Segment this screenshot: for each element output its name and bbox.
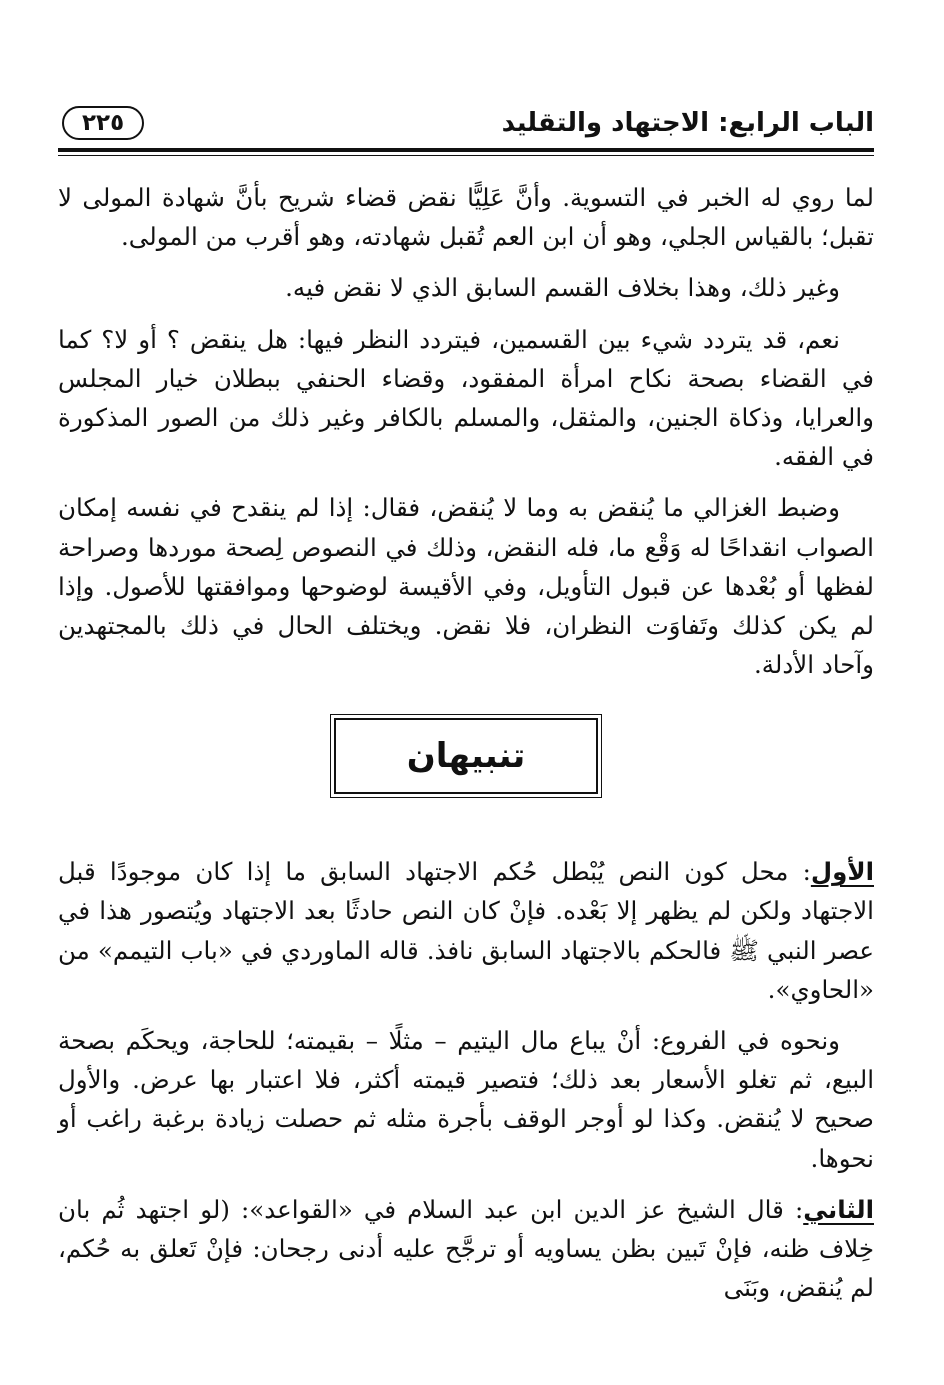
header-rule xyxy=(58,148,874,152)
header-rule-thin xyxy=(58,155,874,156)
note-text: : قال الشيخ عز الدين ابن عبد السلام في «القواعد»: (لو اجتهد ثُم بان خِلاف ظنه، فإنْ تَبين بظن يساويه أو ترجَّح عليه أدنى رجحان: فإنْ تَعلق به حُكم، لم يُنقض، وبَنَى xyxy=(58,1194,874,1303)
paragraph: وغير ذلك، وهذا بخلاف القسم السابق الذي لا نقض فيه. xyxy=(285,273,840,303)
note-paragraph xyxy=(58,1190,874,1308)
section-heading-wrap xyxy=(58,718,874,794)
running-head: الباب الرابع: الاجتهاد والتقليد xyxy=(501,108,874,138)
note-text: ونحوه في الفروع: أنْ يباع مال اليتيم – مثلًا – بقيمته؛ للحاجة، ويحكَم بصحة البيع، ثم تغلو الأسعار بعد ذلك؛ فتصير قيمته أكثر، فلا اعتبار بها عرض. والأول صحيح لا يُنقض. وكذا لو أوجر الوقف بأجرة مثله ثم حصلت زيادة برغبة راغب أو نحوها. xyxy=(58,1026,874,1173)
note-label: الثاني xyxy=(803,1194,874,1224)
note-label: الأول xyxy=(810,857,874,887)
book-page xyxy=(58,100,874,1319)
paragraph: نعم، قد يتردد شيء بين القسمين، فيتردد النظر فيها: هل ينقض ؟ أو لا؟ كما في القضاء بصحة نكاح امرأة المفقود، وقضاء الحنفي ببطلان خيار المجلس والعرايا، وذكاة الجنين، والمثقل، والمسلم بالكافر وغير ذلك من الصور المذكورة في الفقه. xyxy=(58,324,874,472)
paragraph: لما روي له الخبر في التسوية. وأنَّ عَلِيًّا نقض قضاء شريح بأنَّ شهادة المولى لا تقبل؛ بالقياس الجلي، وهو أن ابن العم تُقبل شهادته، وهو أقرب من المولى. xyxy=(58,183,874,252)
note-paragraph xyxy=(58,1021,874,1178)
section-heading: تنبيهان xyxy=(334,718,598,794)
page-header xyxy=(58,100,874,146)
paragraph: وضبط الغزالي ما يُنقض به وما لا يُنقض، فقال: إذا لم ينقدح في نفسه إمكان الصواب انقداحًا له وَقْع ما، فله النقض، وذلك في النصوص لِصحة موردها وصراحة لفظها أو بُعْدها عن قبول التأويل، وفي الأقيسة لوضوحها وموافقتها للأصول. وإذا لم يكن كذلك وتَفاوَت النظران، فلا نقض. ويختلف الحال في ذلك بالمجتهدين وآحاد الأدلة. xyxy=(58,493,874,680)
body-text xyxy=(58,178,874,1307)
page-number: ٢٢٥ xyxy=(62,106,144,140)
note-paragraph xyxy=(58,852,874,1009)
note-text: : محل كون النص يُبْطل حُكم الاجتهاد السابق ما إذا كان موجودًا قبل الاجتهاد ولكن لم يظهر إلا بَعْده. فإنْ كان النص حادثًا بعد الاجتهاد ويُتصور هذا في عصر النبي ﷺ فالحكم بالاجتهاد السابق نافذ. قاله الماوردي في «باب التيمم» من «الحاوي». xyxy=(58,857,874,1004)
